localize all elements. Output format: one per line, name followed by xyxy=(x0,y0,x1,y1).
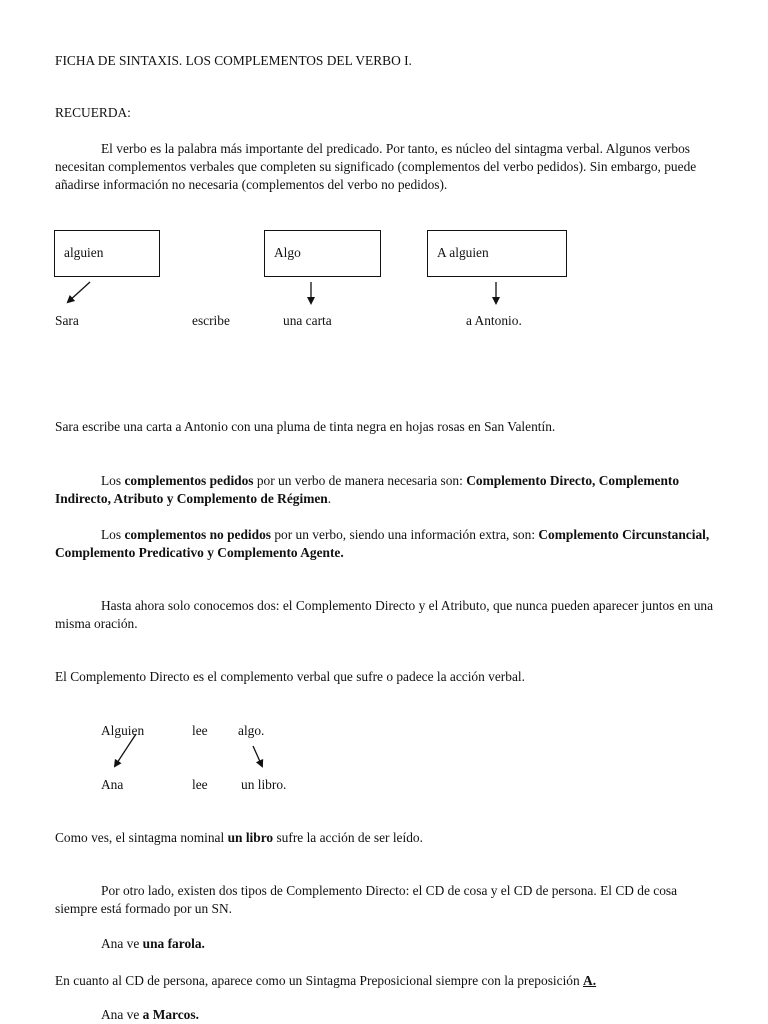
word-lee-bottom: lee xyxy=(192,777,208,792)
intro-paragraph: El verbo es la palabra más importante del predicado. Por tanto, es núcleo del sintagma verbal. Algunos verbos necesitan complementos verbales que completen su significado (complementos del verbo pedidos). Sin embargo, puede añadirse información no necesaria (complementos del verbo no pedidos). xyxy=(55,141,697,192)
word-alguien: Alguien xyxy=(101,723,145,738)
example-sentence: Sara escribe una carta a Antonio con una pluma de tinta negra en hojas rosas en San Valentín. xyxy=(55,419,556,434)
word-escribe: escribe xyxy=(192,313,230,328)
word-lee-top: lee xyxy=(192,723,208,738)
no-pedidos-paragraph: Los complementos no pedidos por un verbo, siendo una información extra, son: Complemento Circunstancial, Complemento Predicativo y Complemento Agente. xyxy=(55,527,710,560)
example-cd-persona: Ana ve a Marcos. xyxy=(101,1007,199,1022)
document-title: FICHA DE SINTAXIS. LOS COMPLEMENTOS DEL VERBO I. xyxy=(55,53,412,68)
word-sara: Sara xyxy=(55,313,79,328)
word-ana: Ana xyxy=(101,777,124,792)
box-label: alguien xyxy=(64,245,104,260)
hasta-ahora-paragraph: Hasta ahora solo conocemos dos: el Complemento Directo y el Atributo, que nunca pueden aparecer juntos en una misma oración. xyxy=(55,598,714,631)
word-algo: algo. xyxy=(238,723,265,738)
pedidos-paragraph: Los complementos pedidos por un verbo de manera necesaria son: Complemento Directo, Complemento Indirecto, Atributo y Complemento de Régimen. xyxy=(55,473,680,506)
cd-persona-paragraph: En cuanto al CD de persona, aparece como un Sintagma Preposicional siempre con la preposición A. xyxy=(55,973,597,988)
box-label: Algo xyxy=(274,245,301,260)
arrow-to-un-libro xyxy=(253,746,262,766)
word-a-antonio: a Antonio. xyxy=(466,313,522,328)
word-una-carta: una carta xyxy=(283,313,332,328)
cd-definition: El Complemento Directo es el complemento verbal que sufre o padece la acción verbal. xyxy=(55,669,525,684)
word-un-libro: un libro. xyxy=(241,777,287,792)
como-ves-paragraph: Como ves, el sintagma nominal un libro sufre la acción de ser leído. xyxy=(55,830,423,845)
example-cd-cosa: Ana ve una farola. xyxy=(101,936,205,951)
por-otro-lado-paragraph: Por otro lado, existen dos tipos de Complemento Directo: el CD de cosa y el CD de persona. El CD de cosa siempre está formado por un SN. xyxy=(55,883,678,916)
recuerda-heading: RECUERDA: xyxy=(55,105,131,120)
box-label: A alguien xyxy=(437,245,489,260)
arrow-to-sara xyxy=(68,282,90,302)
